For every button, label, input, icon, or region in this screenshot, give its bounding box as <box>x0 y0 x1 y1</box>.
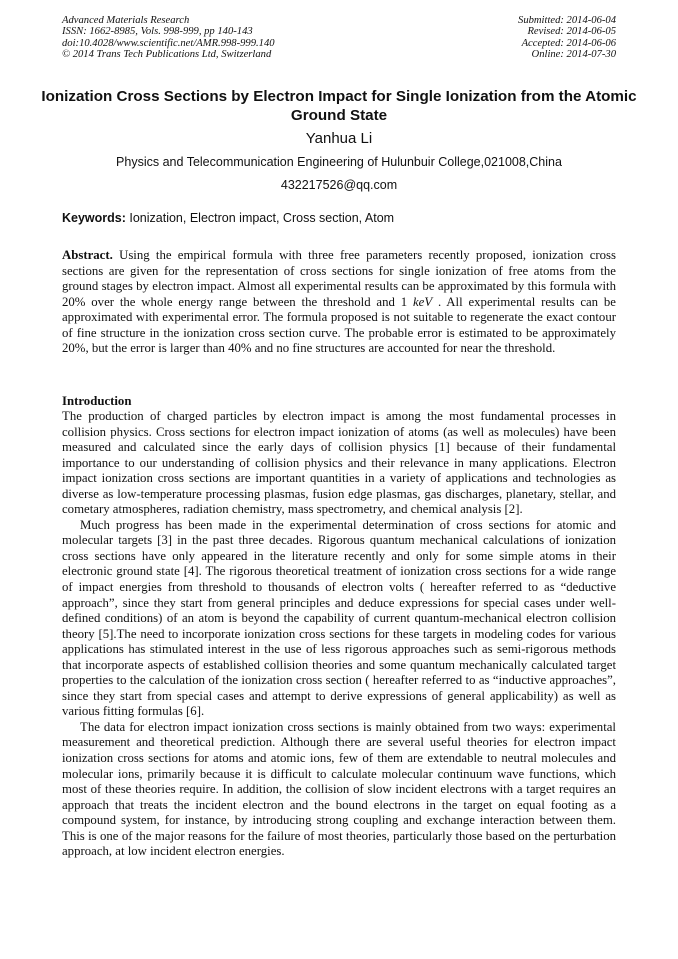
abstract-text-after: . All experimental results can be approximated with experimental error. The formula proposed is not suitable to regenerate the exact contour of fine structure in the ionization cross section curve. The probable error is estimated to be approximately 20%, but the error is larger than 40% and no fine structures are accounted for near the threshold. <box>62 294 616 356</box>
introduction-body <box>62 409 616 860</box>
author-email: 432217526@qq.com <box>280 178 398 192</box>
doi-line: doi:10.4028/www.scientific.net/AMR.998-999.140 <box>62 37 275 49</box>
keywords-text: Ionization, Electron impact, Cross section, Atom <box>125 211 395 225</box>
submitted-date: Submitted: 2014-06-04 <box>518 15 616 26</box>
intro-paragraph-2: Much progress has been made in the experimental determination of cross sections for atomic and molecular targets [3] in the past three decades. Rigorous quantum mechanical calculations of ionization cross sections have only appeared in the literature recently and only for some simple atoms in their electronic ground state [4]. The rigorous theoretical treatment of ionization cross sections for a wide range of impact energies from threshold to thousands of electron volts ( hereafter referred to as “deductive approach”, since they start from general principles and deduce expressions for special cases under well-defined conditions) of an atom is beyond the capability of current quantum-mechanical electron collision theory [5].The need to incorporate ionization cross sections for these targets in modeling codes for various applications has stimulated interest in the use of less rigorous approaches such as semi-rigorous methods that incorporate aspects of established collision theories and some quantum mechanically calculated target properties to the calculation of the ionization cross section ( hereafter referred to as “inductive approaches”, since they start from special cases and attempt to derive expressions of general applicability) as well as various fitting formulas [6]. <box>62 517 616 719</box>
keywords-label: Keywords: <box>62 211 126 225</box>
abstract <box>62 248 616 357</box>
abstract-label: Abstract. <box>62 248 113 262</box>
copyright-line: © 2014 Trans Tech Publications Ltd, Switzerland <box>62 48 272 60</box>
abstract-text-before: Using the empirical formula with three free parameters recently proposed, ionization cross sections are given for the representation of cross sections for single ionization of free atoms from the ground stages by electron impact. Almost all experimental results can be approximated by this formula with 20% over the whole energy range between the threshold and 1 <box>62 248 616 309</box>
abstract-unit: keV <box>412 294 433 309</box>
online-date: Online: 2014-07-30 <box>531 48 616 60</box>
submission-dates <box>518 15 616 60</box>
accepted-date: Accepted: 2014-06-06 <box>521 37 616 49</box>
revised-date: Revised: 2014-06-05 <box>527 26 616 38</box>
introduction-heading: Introduction <box>62 394 132 408</box>
author-name: Yanhua Li <box>305 130 373 147</box>
intro-paragraph-3: The data for electron impact ionization cross sections is mainly obtained from two ways: experimental measurement and theoretical prediction. Although there are several useful theories for electron impact ionization cross sections for atoms and atomic ions, few of them are extendable to neutral molecules and molecular ions, primarily because it is difficult to calculate molecular continuum wave functions, which most of these theories require. In addition, the collision of slow incident electrons with a target requires an approach that treats the incident electron and the bound electrons in the target on equal footing as a compound system, for instance, by introducing strong coupling and exchange interaction between them. This is one of the major reasons for the failure of most theories, particularly those based on the perturbation approach, at low incident electron energies. <box>62 719 616 859</box>
intro-paragraph-1: The production of charged particles by electron impact is among the most fundamental processes in collision physics. Cross sections for electron impact ionization of atoms (as well as molecules) have been measured and calculated since the early days of collision physics [1] because of their fundamental importance to our understanding of collision physics and their relevance in many applications. Electron impact ionization cross sections are important quantities in a variety of applications and technologies as diverse as low-temperature processing plasmas, fusion edge plasmas, gas discharges, planetary, stellar, and cometary atmospheres, radiation chemistry, mass spectrometry, and chemical analysis [2]. <box>62 409 616 517</box>
author-affiliation: Physics and Telecommunication Engineering of Hulunbuir College,021008,China <box>116 155 562 169</box>
journal-info <box>62 15 275 60</box>
journal-name: Advanced Materials Research <box>62 15 190 26</box>
keywords <box>62 211 618 225</box>
issn-line: ISSN: 1662-8985, Vols. 998-999, pp 140-143 <box>62 26 253 38</box>
paper-title: Ionization Cross Sections by Electron Impact for Single Ionization from the Atomic Ground State <box>41 88 637 124</box>
